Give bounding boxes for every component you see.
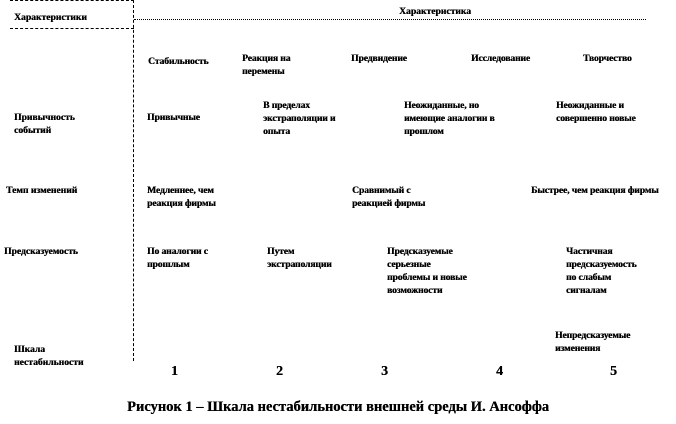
column-divider <box>133 0 134 361</box>
scale-number-3: 3 <box>381 364 388 379</box>
row3-cell-5: Частичная предсказуемость по слабым сигналам <box>566 246 637 296</box>
row1-cell-2: В пределах экстраполяции и опыта <box>263 100 336 137</box>
scale-number-4: 4 <box>496 364 503 379</box>
scale-extra-note: Непредсказуемые изменения <box>555 330 631 354</box>
scale-number-2: 2 <box>276 364 283 379</box>
header-right-rule <box>134 19 646 20</box>
scale-label: Шкала нестабильности <box>14 344 84 368</box>
row1-cell-1: Привычные <box>147 112 200 123</box>
row3-cell-3: Предсказуемые серьезные проблемы и новые возможности <box>387 246 467 296</box>
row2-cell-1: Медленнее, чем реакция фирмы <box>147 185 216 209</box>
column-header-2: Реакция на перемены <box>242 53 291 77</box>
row-label-predictability: Предсказуемость <box>4 246 78 257</box>
row-label-pace: Темп изменений <box>6 185 78 196</box>
column-header-1: Стабильность <box>148 56 209 67</box>
row2-cell-3: Сравнимый с реакцией фирмы <box>352 185 426 209</box>
row2-cell-5: Быстрее, чем реакция фирмы <box>531 185 659 196</box>
row-label-familiarity: Привычность событий <box>14 112 75 136</box>
scale-number-5: 5 <box>610 364 617 379</box>
figure-caption: Рисунок 1 – Шкала нестабильности внешней среды И. Ансоффа <box>126 399 549 415</box>
column-header-4: Исследование <box>471 53 530 64</box>
column-header-3: Предвидение <box>351 53 407 64</box>
row1-cell-3: Неожиданные, но имеющие аналогии в прошлом <box>404 100 495 137</box>
row3-cell-1: По аналогии с прошлым <box>147 246 208 270</box>
header-left-label: Характеристики <box>14 12 87 23</box>
scale-number-1: 1 <box>171 364 178 379</box>
column-header-5: Творчество <box>583 53 632 64</box>
header-right-label: Характеристика <box>399 6 471 17</box>
table-top-rule <box>10 0 134 1</box>
row1-cell-5: Неожиданные и совершенно новые <box>556 100 636 124</box>
header-left-rule <box>10 28 134 29</box>
row3-cell-2: Путем экстраполяции <box>267 246 332 270</box>
